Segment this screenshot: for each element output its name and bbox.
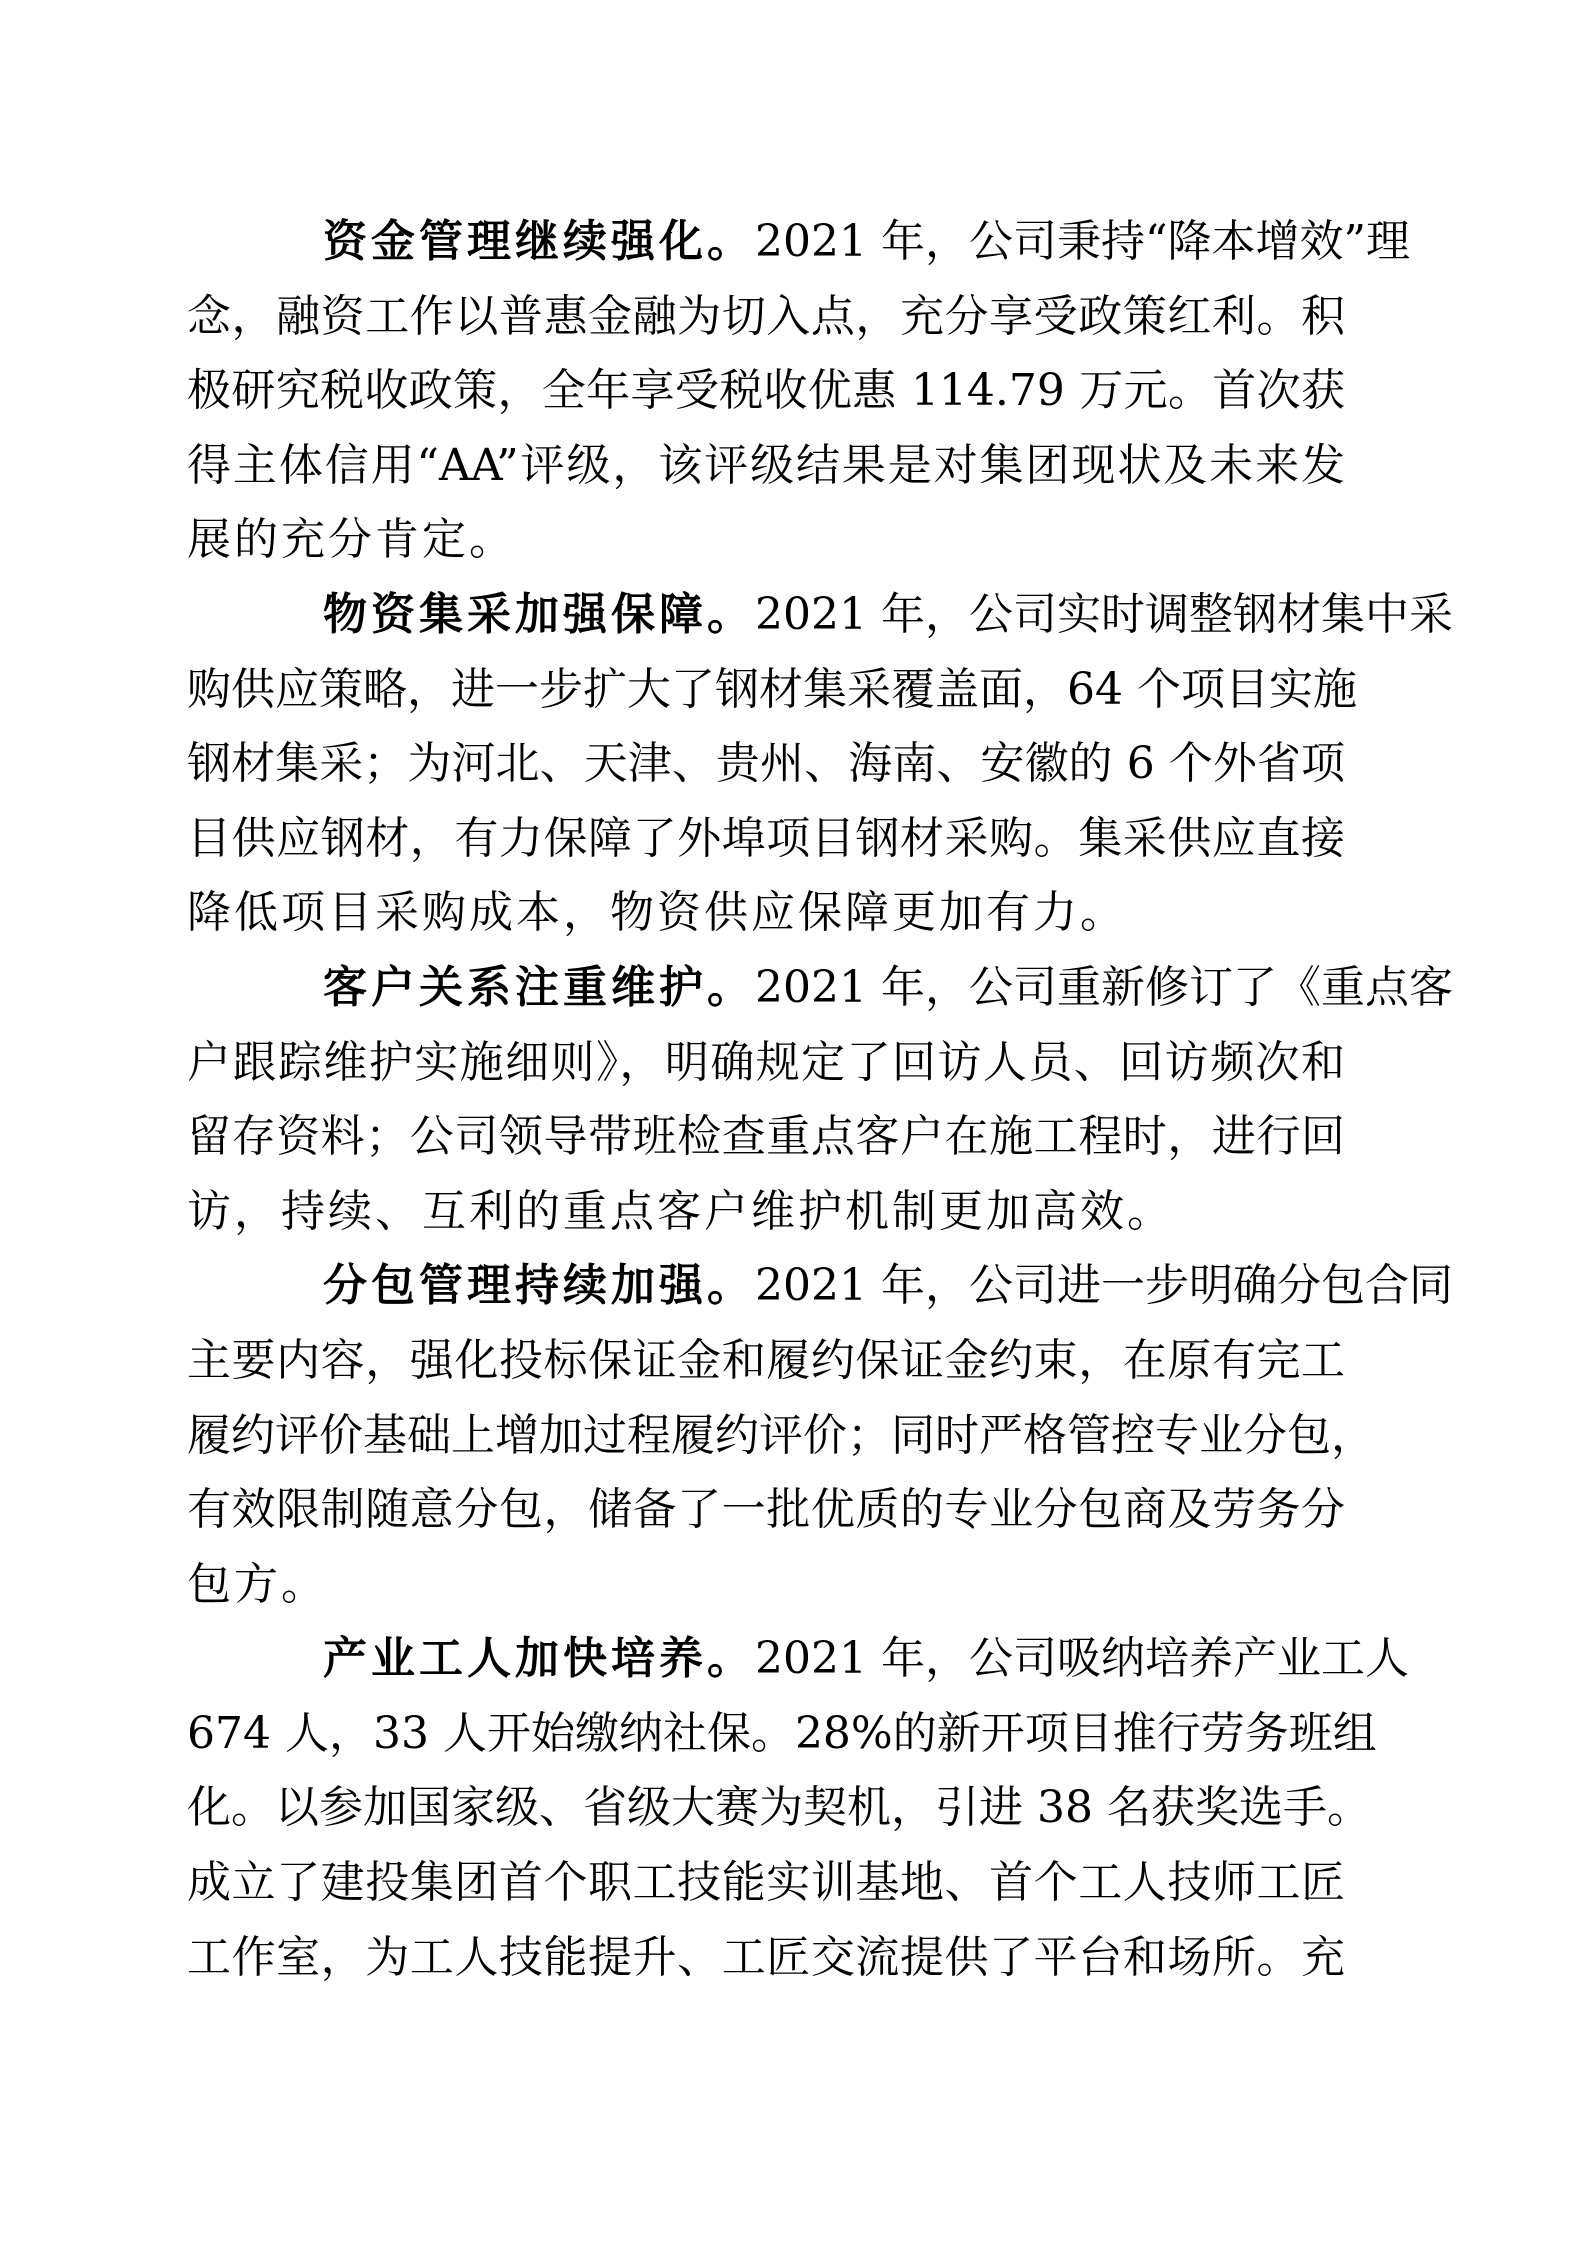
text-line: 购供应策略，进一步扩大了钢材集采覆盖面，64 个项目实施: [187, 663, 1357, 715]
text-line: 674 人，33 人开始缴纳社保。28%的新开项目推行劳务班组: [187, 1707, 1377, 1759]
text-line: 展的充分肯定。: [187, 514, 516, 566]
paragraph-lead: 客户关系注重维护。: [323, 961, 755, 1013]
text-line: 降低项目采购成本，物资供应保障更加有力。: [187, 887, 1127, 939]
paragraph: [187, 1622, 1409, 1995]
text-line: 成立了建投集团首个职工技能实训基地、首个工人技师工匠: [187, 1857, 1345, 1909]
text-line: 留存资料；公司领导带班检查重点客户在施工程时，进行回: [187, 1111, 1345, 1163]
text-line: 钢材集采；为河北、天津、贵州、海南、安徽的 6 个外省项: [187, 738, 1345, 790]
paragraph: [187, 1249, 1453, 1622]
paragraph-lead: 资金管理继续强化。: [323, 216, 755, 267]
text-line: 化。以参加国家级、省级大赛为契机，引进 38 名获奖选手。: [187, 1782, 1371, 1834]
paragraph: [187, 205, 1410, 578]
text-line: 极研究税收政策，全年享受税收优惠 114.79 万元。首次获: [187, 365, 1345, 417]
text-line: 目供应钢材，有力保障了外埠项目钢材采购。集采供应直接: [187, 812, 1345, 864]
paragraph-lead: 产业工人加快培养。: [323, 1633, 755, 1685]
text-line: 念，融资工作以普惠金融为切入点，充分享受政策红利。积: [187, 290, 1345, 342]
text-line: 工作室，为工人技能提升、工匠交流提供了平台和场所。充: [187, 1931, 1345, 1983]
text-line: 户跟踪维护实施细则》，明确规定了回访人员、回访频次和: [187, 1036, 1345, 1088]
text-line: 有效限制随意分包，储备了一批优质的专业分包商及劳务分: [187, 1484, 1345, 1536]
text-line: 主要内容，强化投标保证金和履约保证金约束，在原有完工: [187, 1334, 1345, 1386]
paragraph-lead: 物资集采加强保障。: [323, 588, 755, 640]
text-line: 物资集采加强保障。2021 年，公司实时调整钢材集中采: [323, 588, 1453, 640]
text-line: 包方。: [187, 1558, 328, 1610]
text-line: 访，持续、互利的重点客户维护机制更加高效。: [187, 1185, 1174, 1237]
paragraph-lead: 分包管理持续加强。: [323, 1260, 755, 1312]
paragraph: [187, 951, 1453, 1249]
text-line: 得主体信用“AA”评级，该评级结果是对集团现状及未来发: [187, 439, 1345, 491]
text-line: 客户关系注重维护。2021 年，公司重新修订了《重点客: [323, 961, 1453, 1013]
text-line: 履约评价基础上增加过程履约评价；同时严格管控专业分包，: [187, 1409, 1375, 1461]
text-block: [187, 205, 1453, 1995]
text-line: 资金管理继续强化。2021 年，公司秉持“降本增效”理: [323, 216, 1410, 267]
paragraph: [187, 578, 1453, 951]
text-line: 分包管理持续加强。2021 年，公司进一步明确分包合同: [323, 1260, 1453, 1312]
text-line: 产业工人加快培养。2021 年，公司吸纳培养产业工人: [323, 1633, 1409, 1685]
